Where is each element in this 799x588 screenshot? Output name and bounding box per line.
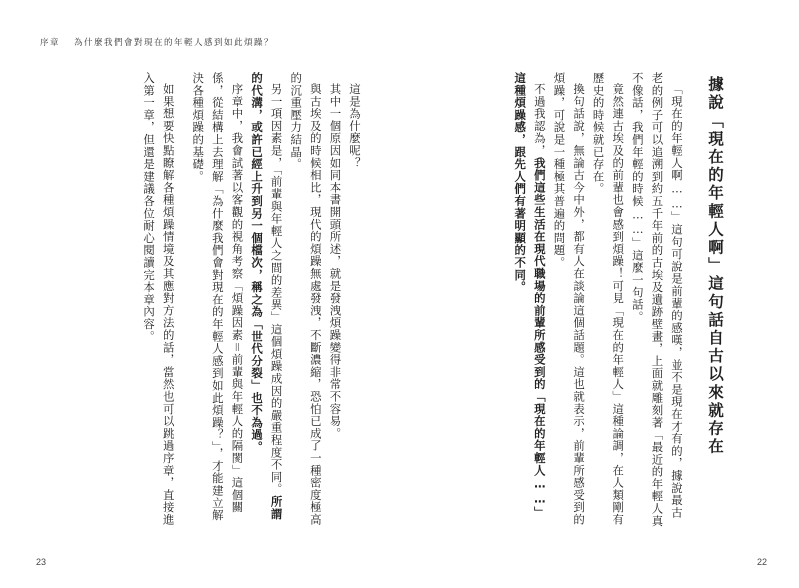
- section-heading: 據說「現在的年輕人啊」這句話自古以來就存在: [706, 76, 724, 457]
- running-head-chapter: 序章: [40, 38, 61, 48]
- left-page: [60, 72, 364, 528]
- paragraph: 「現在的年輕人啊……」這句可說是前輩的感嘆，並不是現在才有的，據說最古老的例子可以追溯到約五千年前的古埃及遺跡壁畫，上面就雕刻著「最近的年輕人真不像話，我們年輕的時候……」這麼一句話。: [630, 72, 684, 528]
- paragraph-text: 不過我認為，: [532, 83, 547, 158]
- paragraph: 換句話說，無論古今中外，都有人在談論這個話題。這也就表示，前輩所感受到的煩躁，可說是一種極其普遍的問題。: [552, 72, 587, 527]
- paragraph: [510, 72, 549, 528]
- bold-text: 所謂的代溝，或許已經上升到另一個檔次，稱之為「世代分裂」也不為過。: [250, 72, 284, 521]
- paragraph-text: 另一項因素是，「前輩與年輕人之間的差異」這個煩躁成因的嚴重程度不同。: [269, 83, 284, 496]
- paragraph: 與古埃及的時候相比，現代的煩躁無處發洩，不斷濃縮，恐怕已成了一種密度極高的沉重壓力結晶。: [289, 72, 323, 527]
- bold-text: 我們這些生活在現代職場的前輩所感受到的「現在的年輕人……」這種煩躁感，跟先人們有著明顯的不同。: [513, 72, 547, 520]
- paragraph: 竟然連古埃及的前輩也會感到煩躁！可見「現在的年輕人」這種論調，在人類剛有歷史的時候就已存在。: [591, 72, 626, 527]
- page-number-right: 22: [757, 557, 768, 567]
- right-page: [400, 72, 730, 528]
- paragraph: 如果想要快點瞭解各種煩躁情境及其應對方法的話，當然也可以跳過序章，直接進入第一章，但還是建議各位耐心閱讀完本章內容。: [142, 72, 176, 527]
- paragraph: [246, 72, 285, 528]
- running-head: [40, 36, 274, 48]
- paragraph: 序章中，我會試著以客觀的視角考察「煩躁因素＝前輩與年輕人的隔閡」這個關係，從結構上去理解「為什麼我們會對現在的年輕人感到如此煩躁？」，才能建立解決各種煩躁的基礎。: [191, 72, 245, 522]
- page-number-left: 23: [36, 557, 47, 567]
- paragraph: 這是為什麼呢？: [348, 83, 362, 170]
- paragraph: 其中一個原因如同本書開頭所述，就是發洩煩躁變得非常不容易。: [328, 83, 343, 441]
- running-head-title: 為什麼我們會對現在的年輕人感到如此煩躁？: [74, 38, 275, 48]
